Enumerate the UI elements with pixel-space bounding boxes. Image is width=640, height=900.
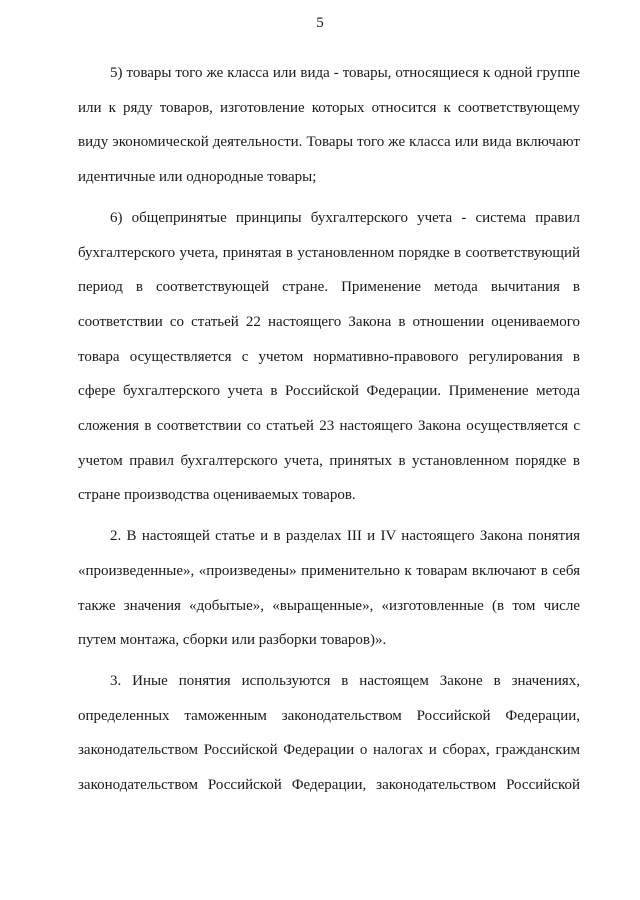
paragraph-item-6: 6) общепринятые принципы бухгалтерского учета - система правил бухгалтерского учета, принятая в установленном порядке в соответствующий период в соответствующей стране. Применение метода вычитания в соответствии со статьей 22 настоящего Закона в отношении оцениваемого товара осуществляется с учетом нормативно-правового регулирования в сфере бухгалтерского учета в Российской Федерации. Применение метода сложения в соответствии со статьей 23 настоящего Закона осуществляется с учетом правил бухгалтерского учета, принятых в установленном порядке в стране производства оцениваемых товаров. [78,209,580,504]
document-body [78,56,580,803]
paragraph-item-5: 5) товары того же класса или вида - товары, относящиеся к одной группе или к ряду товаров, изготовление которых относится к соответствующему виду экономической деятельности. Товары того же класса или вида включают идентичные или однородные товары; [78,65,580,186]
paragraph-clause-3: 3. Иные понятия используются в настоящем Законе в значениях, определенных таможенным законодательством Российской Федерации, законодательством Российской Федерации о налогах и сборах, гражданским законодательством Российской Федерации, законодательством Российской [78,672,580,794]
page-number: 5 [316,15,324,31]
paragraph-clause-2: 2. В настоящей статье и в разделах III и IV настоящего Закона понятия «произведенные», «произведены» применительно к товарам включают в себя также значения «добытые», «выращенные», «изготовленные (в том числе путем монтажа, сборки или разборки товаров)». [78,528,580,649]
